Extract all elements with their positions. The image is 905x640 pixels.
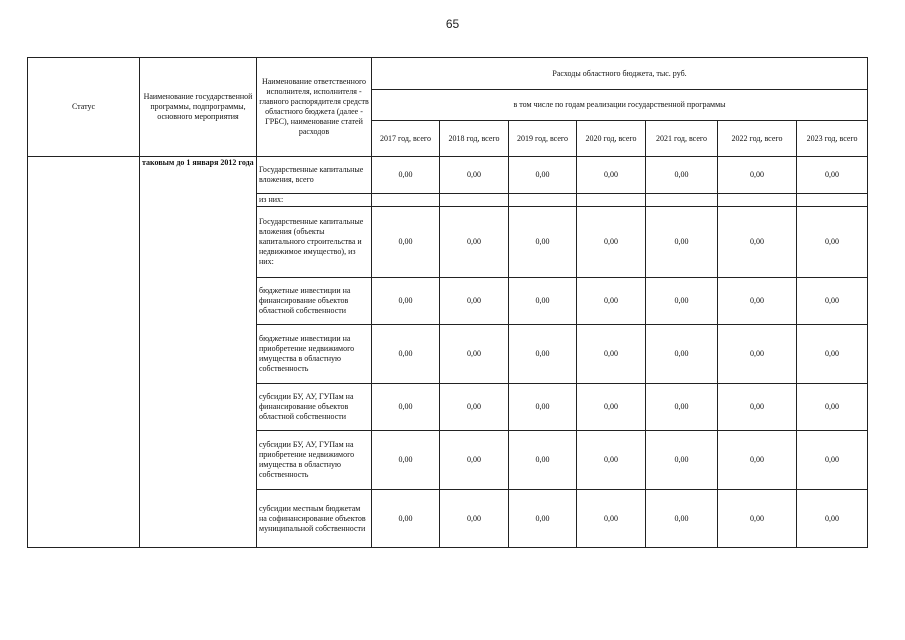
value-cell: 0,00 [797,325,868,384]
value-cell: 0,00 [440,325,509,384]
header-row-1 [28,58,868,90]
value-cell: 0,00 [509,157,577,194]
subprogram-label: таковым до 1 января 2012 года [140,157,257,548]
table-row [28,157,868,194]
value-cell: 0,00 [372,325,440,384]
value-cell: 0,00 [440,278,509,325]
value-cell: 0,00 [372,157,440,194]
value-cell: 0,00 [509,325,577,384]
row-name: Государственные капитальные вложения, всего [257,157,372,194]
row-name: субсидии БУ, АУ, ГУПам на финансирование объектов областной собственности [257,384,372,431]
year-header: 2023 год, всего [797,121,868,157]
value-cell: 0,00 [718,384,797,431]
value-cell: 0,00 [646,384,718,431]
value-cell: 0,00 [509,431,577,490]
value-cell [577,194,646,207]
value-cell: 0,00 [577,490,646,548]
value-cell: 0,00 [797,384,868,431]
value-cell: 0,00 [797,157,868,194]
value-cell [646,194,718,207]
value-cell: 0,00 [372,490,440,548]
value-cell: 0,00 [577,157,646,194]
value-cell: 0,00 [718,207,797,278]
value-cell: 0,00 [440,207,509,278]
value-cell: 0,00 [372,384,440,431]
status-header: Статус [28,58,140,157]
value-cell: 0,00 [577,384,646,431]
page-number: 65 [445,17,460,31]
status-cell [28,157,140,548]
budget-table [27,57,868,548]
year-header: 2022 год, всего [718,121,797,157]
value-cell: 0,00 [718,490,797,548]
value-cell: 0,00 [372,207,440,278]
value-cell: 0,00 [509,278,577,325]
value-cell: 0,00 [440,384,509,431]
value-cell: 0,00 [440,490,509,548]
value-cell [797,194,868,207]
value-cell: 0,00 [646,431,718,490]
value-cell: 0,00 [646,278,718,325]
value-cell: 0,00 [509,384,577,431]
value-cell: 0,00 [797,431,868,490]
row-name: бюджетные инвестиции на приобретение недвижимого имущества в областную собственность [257,325,372,384]
year-header: 2021 год, всего [646,121,718,157]
value-cell: 0,00 [646,157,718,194]
row-name: бюджетные инвестиции на финансирование объектов областной собственности [257,278,372,325]
year-header: 2018 год, всего [440,121,509,157]
executor-header: Наименование ответственного исполнителя, исполнителя - главного распорядителя средств областного бюджета (далее - ГРБС), наименование статей расходов [257,58,372,157]
row-name: Государственные капитальные вложения (объекты капитального строительства и недвижимое имущество), из них: [257,207,372,278]
value-cell: 0,00 [797,207,868,278]
value-cell: 0,00 [577,278,646,325]
year-header: 2020 год, всего [577,121,646,157]
value-cell: 0,00 [440,157,509,194]
program-name-header: Наименование государственной программы, подпрограммы, основного мероприятия [140,58,257,157]
year-header: 2017 год, всего [372,121,440,157]
value-cell: 0,00 [718,278,797,325]
value-cell: 0,00 [509,490,577,548]
value-cell: 0,00 [718,157,797,194]
value-cell: 0,00 [797,490,868,548]
row-name: субсидии местным бюджетам на софинансирование объектов муниципальной собственности [257,490,372,548]
year-header: 2019 год, всего [509,121,577,157]
value-cell: 0,00 [509,207,577,278]
row-name: из них: [257,194,372,207]
value-cell [440,194,509,207]
value-cell: 0,00 [718,325,797,384]
value-cell: 0,00 [646,325,718,384]
value-cell: 0,00 [440,431,509,490]
row-name: субсидии БУ, АУ, ГУПам на приобретение недвижимого имущества в областную собственность [257,431,372,490]
expenses-header: Расходы областного бюджета, тыс. руб. [372,58,868,90]
value-cell: 0,00 [372,278,440,325]
by-years-header: в том числе по годам реализации государственной программы [372,90,868,121]
value-cell: 0,00 [577,325,646,384]
value-cell: 0,00 [646,490,718,548]
value-cell: 0,00 [577,431,646,490]
value-cell: 0,00 [577,207,646,278]
value-cell [718,194,797,207]
value-cell [509,194,577,207]
value-cell: 0,00 [797,278,868,325]
value-cell [372,194,440,207]
value-cell: 0,00 [718,431,797,490]
value-cell: 0,00 [646,207,718,278]
value-cell: 0,00 [372,431,440,490]
